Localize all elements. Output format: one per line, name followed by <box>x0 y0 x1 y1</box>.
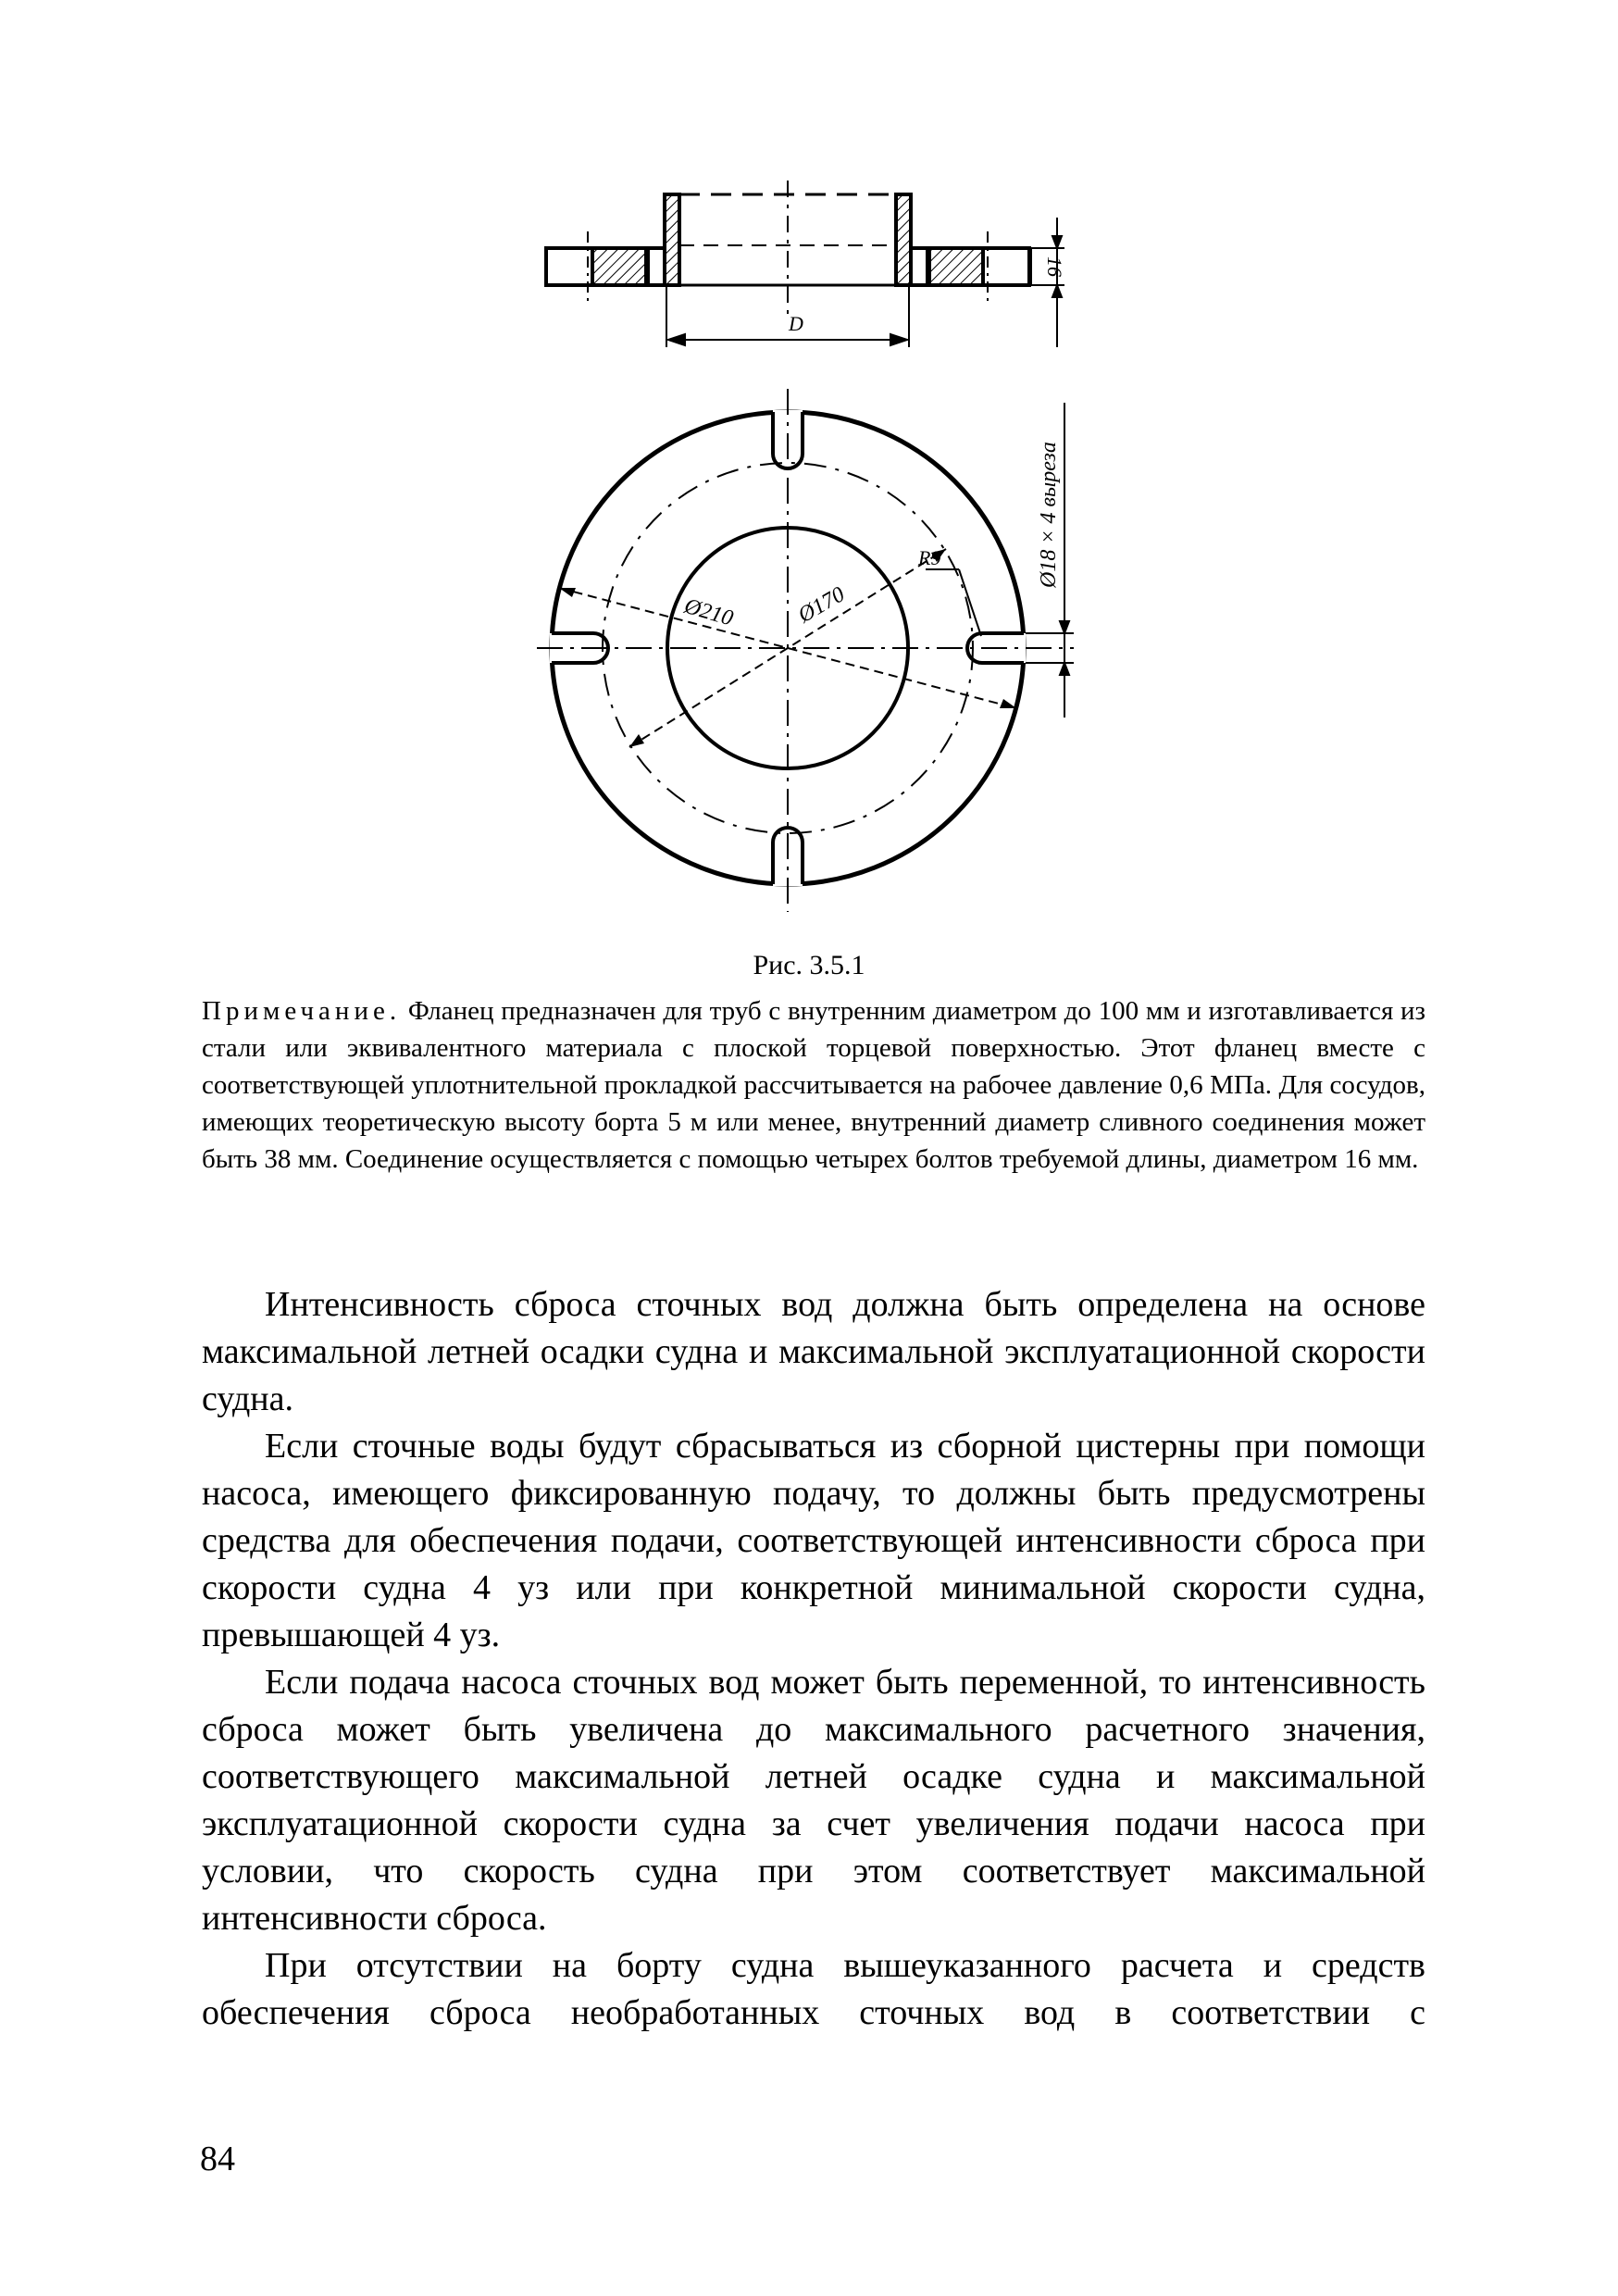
figure-note <box>202 992 1425 1178</box>
note-text: Фланец предназначен для труб с внутренним диаметром до 100 мм и изготавливается из стали или эквивалентного материала с плоской торцевой поверхностью. Этот фланец вместе с соответствующей уплотнительной прокладкой рассчитывается на рабочее давление 0,6 МПа. Для сосудов, имеющих теоретическую высоту борта 5 м или менее, внутренний диаметр сливного соединения может быть 38 мм. Соединение осуществляется с помощью четырех болтов требуемой длины, диаметром 16 мм. <box>202 996 1426 1174</box>
dimension-thickness <box>1029 218 1064 347</box>
slots-label: Ø18 × 4 выреза <box>1037 442 1061 588</box>
paragraph: При отсутствии на борту судна вышеуказанного расчета и средств обеспечения сброса необработанных сточных вод в соответствии с <box>202 1946 1425 2032</box>
note-lead: Примечание. <box>202 996 402 1026</box>
outer-diameter-label: Ø210 <box>681 593 736 631</box>
flange-section-view <box>546 181 1029 319</box>
paragraph: Интенсивность сброса сточных вод должна быть определена на основе максимальной летней осадки судна и максимальной эксплуатационной скорости судна. <box>202 1285 1425 1418</box>
radius-label: R9 <box>918 546 941 569</box>
page-number: 84 <box>200 2140 235 2178</box>
paragraph: Если сточные воды будут сбрасываться из сборной цистерны при помощи насоса, имеющего фиксированную подачу, то должны быть предусмотрены средства для обеспечения подачи, соответствующей интенсивности сброса при скорости судна 4 уз или при конкретной минимальной скорости судна, превышающей 4 уз. <box>202 1427 1425 1654</box>
bolt-circle-label: Ø170 <box>794 582 850 629</box>
r9-leader <box>926 569 981 636</box>
flange-plan-view <box>537 389 1074 912</box>
figure-caption: Рис. 3.5.1 <box>753 950 865 980</box>
dimension-thickness-label: 16 <box>1043 256 1066 277</box>
body-text <box>202 1281 1425 2037</box>
flange-drawing <box>518 181 1111 949</box>
dimension-d-label: D <box>789 312 803 335</box>
paragraph: Если подача насоса сточных вод может быть переменной, то интенсивность сброса может быть увеличена до максимального расчетного значения, соответствующего максимальной летней осадке судна и максимальной эксплуатационной скорости судна за счет увеличения подачи насоса при условии, что скорость судна при этом соответствует максимальной интенсивности сброса. <box>202 1663 1425 1938</box>
